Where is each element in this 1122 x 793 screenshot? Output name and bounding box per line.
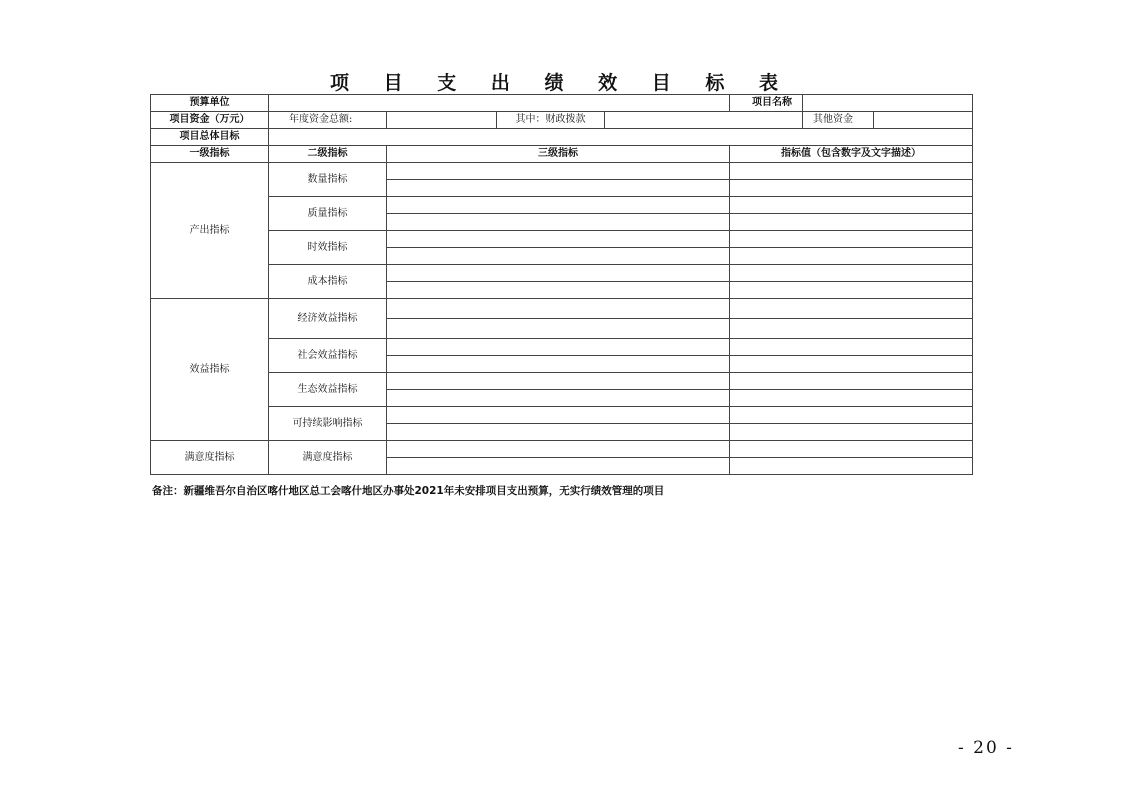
column-header-level1: 一级指标 [151, 146, 269, 163]
annual-total-label: 年度资金总额: [269, 112, 387, 129]
budget-unit-value[interactable] [269, 95, 730, 112]
sub-indicator-label: 满意度指标 [269, 441, 387, 475]
project-funds-label: 项目资金（万元） [151, 112, 269, 129]
other-funds-label: 其他资金 [803, 112, 874, 129]
overall-goal-value[interactable] [269, 129, 973, 146]
value-cell[interactable] [730, 356, 973, 373]
value-cell[interactable] [730, 299, 973, 319]
sub-indicator-label: 可持续影响指标 [269, 407, 387, 441]
sub-indicator-label: 质量指标 [269, 197, 387, 231]
level3-cell[interactable] [387, 214, 730, 231]
other-funds-value[interactable] [874, 112, 973, 129]
level3-cell[interactable] [387, 458, 730, 475]
level3-cell[interactable] [387, 180, 730, 197]
value-cell[interactable] [730, 319, 973, 339]
value-cell[interactable] [730, 197, 973, 214]
level3-cell[interactable] [387, 299, 730, 319]
fiscal-allocation-label: 其中：财政拨款 [497, 112, 605, 129]
value-cell[interactable] [730, 424, 973, 441]
value-cell[interactable] [730, 407, 973, 424]
level3-cell[interactable] [387, 373, 730, 390]
sub-indicator-label: 社会效益指标 [269, 339, 387, 373]
value-cell[interactable] [730, 373, 973, 390]
value-cell[interactable] [730, 458, 973, 475]
page-title: 项 目 支 出 绩 效 目 标 表 [330, 72, 792, 94]
value-cell[interactable] [730, 339, 973, 356]
level3-cell[interactable] [387, 282, 730, 299]
level3-cell[interactable] [387, 319, 730, 339]
level3-cell[interactable] [387, 197, 730, 214]
group-label: 满意度指标 [151, 441, 269, 475]
level3-cell[interactable] [387, 339, 730, 356]
fiscal-allocation-value[interactable] [605, 112, 803, 129]
footnote: 备注：新疆维吾尔自治区喀什地区总工会喀什地区办事处2021年未安排项目支出预算，无实行绩效管理的项目 [152, 485, 665, 497]
level3-cell[interactable] [387, 424, 730, 441]
value-cell[interactable] [730, 248, 973, 265]
value-cell[interactable] [730, 163, 973, 180]
sub-indicator-label: 数量指标 [269, 163, 387, 197]
value-cell[interactable] [730, 390, 973, 407]
budget-unit-label: 预算单位 [151, 95, 269, 112]
sub-indicator-label: 时效指标 [269, 231, 387, 265]
level3-cell[interactable] [387, 441, 730, 458]
column-header-level3: 三级指标 [387, 146, 730, 163]
level3-cell[interactable] [387, 231, 730, 248]
level3-cell[interactable] [387, 407, 730, 424]
column-header-value: 指标值（包含数字及文字描述） [730, 146, 973, 163]
page-number: - 20 - [958, 738, 1014, 758]
value-cell[interactable] [730, 231, 973, 248]
sub-indicator-label: 生态效益指标 [269, 373, 387, 407]
performance-target-table [150, 94, 973, 475]
sub-indicator-label: 成本指标 [269, 265, 387, 299]
level3-cell[interactable] [387, 163, 730, 180]
overall-goal-label: 项目总体目标 [151, 129, 269, 146]
value-cell[interactable] [730, 214, 973, 231]
value-cell[interactable] [730, 180, 973, 197]
project-name-label: 项目名称 [730, 95, 803, 112]
level3-cell[interactable] [387, 356, 730, 373]
annual-total-value[interactable] [387, 112, 497, 129]
value-cell[interactable] [730, 265, 973, 282]
value-cell[interactable] [730, 282, 973, 299]
level3-cell[interactable] [387, 248, 730, 265]
value-cell[interactable] [730, 441, 973, 458]
level3-cell[interactable] [387, 390, 730, 407]
group-label: 产出指标 [151, 163, 269, 299]
column-header-level2: 二级指标 [269, 146, 387, 163]
group-label: 效益指标 [151, 299, 269, 441]
sub-indicator-label: 经济效益指标 [269, 299, 387, 339]
level3-cell[interactable] [387, 265, 730, 282]
project-name-value[interactable] [803, 95, 973, 112]
